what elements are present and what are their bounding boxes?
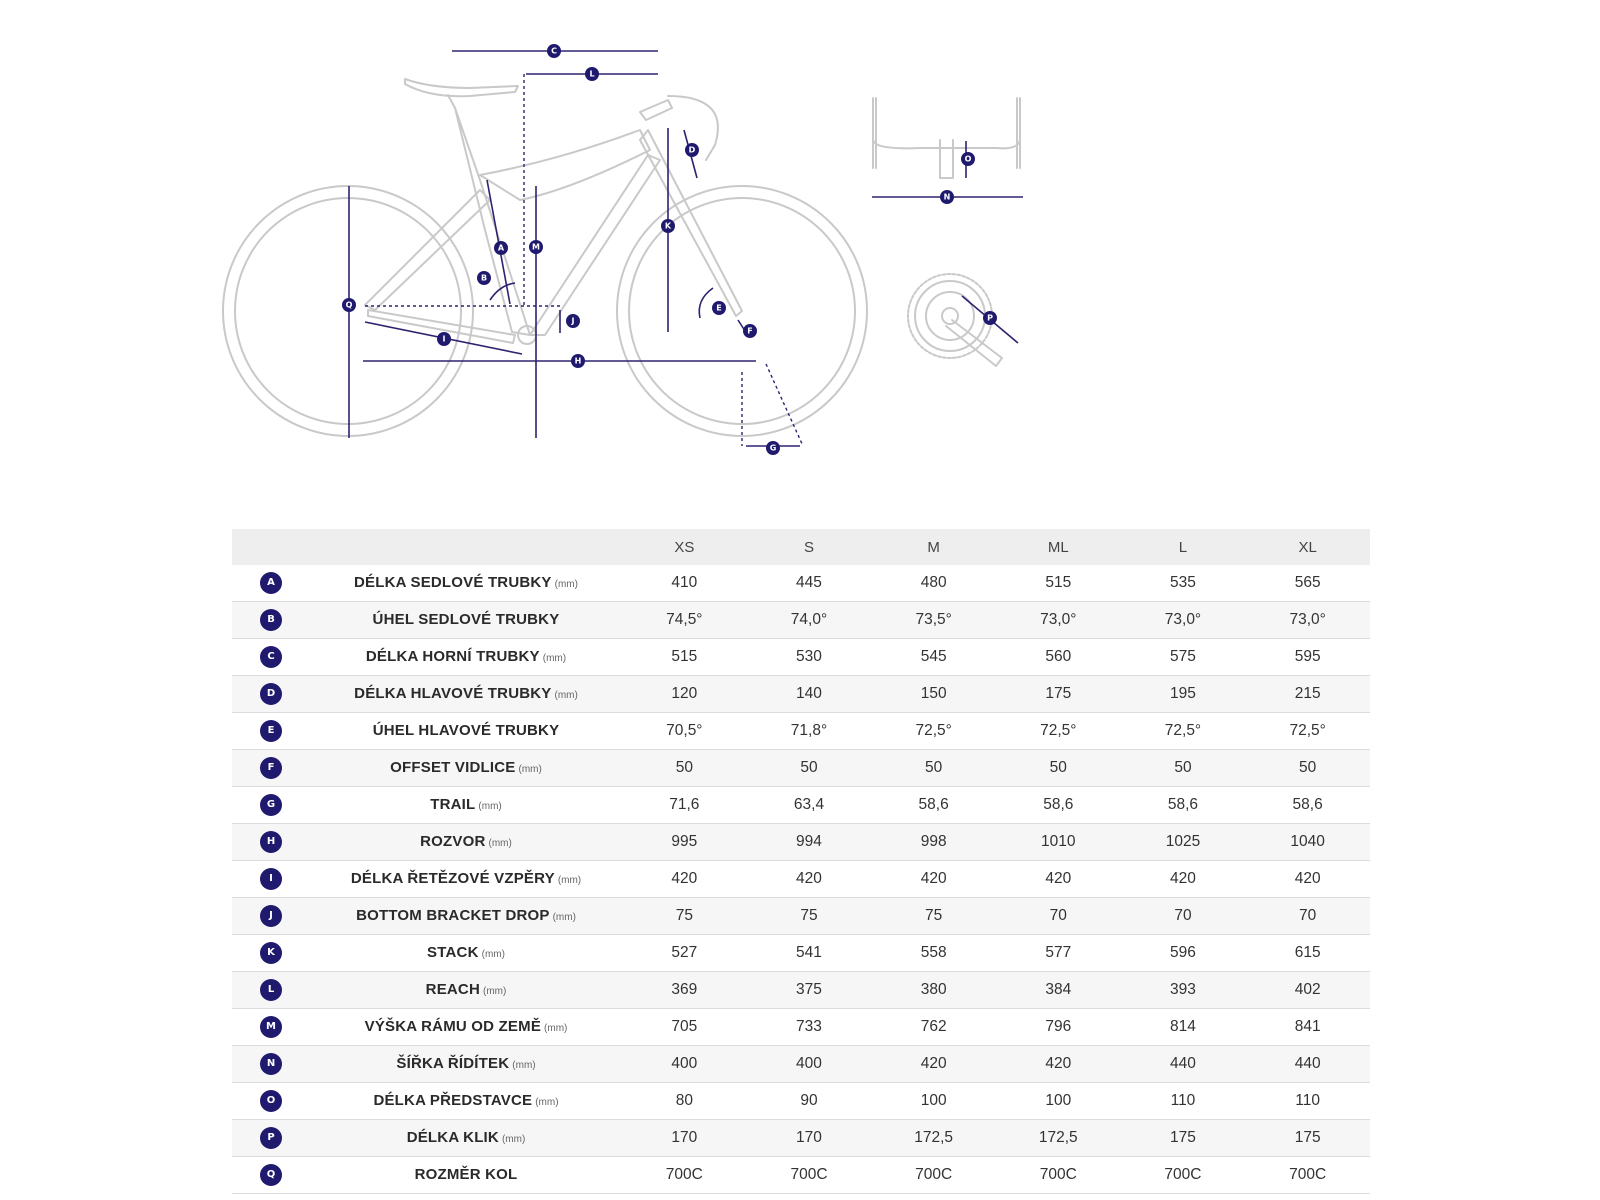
value-cell: 527: [622, 935, 747, 972]
dimension-badge: K: [260, 942, 282, 964]
parameter-name-cell: [310, 1009, 622, 1046]
parameter-unit: (mm): [478, 801, 502, 812]
value-cell: 50: [1245, 750, 1370, 787]
value-cell: 175: [996, 676, 1121, 713]
parameter-name: ROZMĚR KOL: [414, 1166, 518, 1183]
value-cell: 615: [1245, 935, 1370, 972]
svg-text:G: G: [769, 443, 777, 453]
value-cell: 215: [1245, 676, 1370, 713]
parameter-name: ŠÍŘKA ŘÍDÍTEK: [396, 1055, 510, 1072]
value-cell: 72,5°: [996, 713, 1121, 750]
value-cell: 841: [1245, 1009, 1370, 1046]
dimension-badge: C: [260, 646, 282, 668]
value-cell: 58,6: [871, 787, 996, 824]
size-header-l: L: [1121, 529, 1246, 565]
svg-text:M: M: [532, 242, 540, 252]
row-marker-cell: [232, 861, 310, 898]
marker-f: [743, 324, 757, 338]
table-row: [232, 1009, 1370, 1046]
parameter-unit: (mm): [481, 949, 505, 960]
value-cell: 700C: [996, 1157, 1121, 1194]
row-marker-cell: [232, 824, 310, 861]
size-header-xl: XL: [1245, 529, 1370, 565]
value-cell: 400: [747, 1046, 872, 1083]
size-header-ml: ML: [996, 529, 1121, 565]
value-cell: 140: [747, 676, 872, 713]
value-cell: 700C: [747, 1157, 872, 1194]
row-marker-cell: [232, 676, 310, 713]
value-cell: 530: [747, 639, 872, 676]
table-row: [232, 1046, 1370, 1083]
size-header-row: [232, 529, 1370, 565]
parameter-unit: (mm): [483, 986, 507, 997]
value-cell: 440: [1121, 1046, 1246, 1083]
value-cell: 74,0°: [747, 602, 872, 639]
value-cell: 998: [871, 824, 996, 861]
parameter-name: DÉLKA ŘETĚZOVÉ VZPĚRY: [350, 870, 555, 887]
value-cell: 70: [1245, 898, 1370, 935]
value-cell: 420: [1121, 861, 1246, 898]
value-cell: 560: [996, 639, 1121, 676]
value-cell: 541: [747, 935, 872, 972]
parameter-name-cell: [310, 676, 622, 713]
size-header-m: M: [871, 529, 996, 565]
value-cell: 420: [996, 861, 1121, 898]
value-cell: 994: [747, 824, 872, 861]
svg-text:F: F: [747, 326, 753, 336]
value-cell: 375: [747, 972, 872, 1009]
value-cell: 195: [1121, 676, 1246, 713]
dimension-badge: F: [260, 757, 282, 779]
size-header-s: S: [747, 529, 872, 565]
row-marker-cell: [232, 972, 310, 1009]
svg-text:E: E: [716, 303, 722, 313]
parameter-name-cell: [310, 935, 622, 972]
value-cell: 100: [996, 1083, 1121, 1120]
value-cell: 120: [622, 676, 747, 713]
table-row: [232, 972, 1370, 1009]
parameter-name: DÉLKA PŘEDSTAVCE: [373, 1092, 533, 1109]
dimension-badge: H: [260, 831, 282, 853]
value-cell: 420: [871, 1046, 996, 1083]
value-cell: 515: [996, 565, 1121, 602]
marker-b: [477, 271, 491, 285]
value-cell: 700C: [871, 1157, 996, 1194]
row-marker-cell: [232, 1083, 310, 1120]
value-cell: 596: [1121, 935, 1246, 972]
value-cell: 73,0°: [996, 602, 1121, 639]
value-cell: 72,5°: [1121, 713, 1246, 750]
size-header-xs: XS: [622, 529, 747, 565]
value-cell: 50: [1121, 750, 1246, 787]
marker-e: [712, 301, 726, 315]
table-row: [232, 676, 1370, 713]
value-cell: 575: [1121, 639, 1246, 676]
parameter-name-cell: [310, 565, 622, 602]
svg-text:C: C: [551, 46, 557, 56]
marker-c: [547, 44, 561, 58]
value-cell: 565: [1245, 565, 1370, 602]
parameter-name-cell: [310, 861, 622, 898]
dimension-badge: D: [260, 683, 282, 705]
value-cell: 110: [1245, 1083, 1370, 1120]
marker-j: [566, 314, 580, 328]
value-cell: 172,5: [996, 1120, 1121, 1157]
parameter-name-cell: [310, 1157, 622, 1194]
parameter-unit: (mm): [552, 912, 576, 923]
marker-g: [766, 441, 780, 455]
marker-h: [571, 354, 585, 368]
parameter-name-cell: [310, 750, 622, 787]
value-cell: 995: [622, 824, 747, 861]
row-marker-cell: [232, 565, 310, 602]
parameter-unit: (mm): [554, 690, 578, 701]
svg-text:H: H: [574, 356, 582, 366]
value-cell: 796: [996, 1009, 1121, 1046]
value-cell: 150: [871, 676, 996, 713]
value-cell: 733: [747, 1009, 872, 1046]
parameter-unit: (mm): [542, 653, 567, 664]
value-cell: 380: [871, 972, 996, 1009]
value-cell: 814: [1121, 1009, 1246, 1046]
parameter-name-cell: [310, 1120, 622, 1157]
parameter-name-cell: [310, 1083, 622, 1120]
marker-i: [437, 332, 451, 346]
table-row: [232, 1120, 1370, 1157]
svg-text:J: J: [571, 316, 575, 326]
svg-text:O: O: [964, 154, 972, 164]
value-cell: 75: [871, 898, 996, 935]
svg-text:I: I: [442, 334, 446, 344]
value-cell: 1010: [996, 824, 1121, 861]
value-cell: 73,0°: [1245, 602, 1370, 639]
value-cell: 71,6: [622, 787, 747, 824]
value-cell: 170: [747, 1120, 872, 1157]
marker-m: [529, 240, 543, 254]
value-cell: 705: [622, 1009, 747, 1046]
value-cell: 110: [1121, 1083, 1246, 1120]
svg-text:A: A: [497, 243, 505, 253]
value-cell: 700C: [1121, 1157, 1246, 1194]
row-marker-cell: [232, 1009, 310, 1046]
value-cell: 75: [622, 898, 747, 935]
table-row: [232, 750, 1370, 787]
value-cell: 700C: [622, 1157, 747, 1194]
parameter-name: ÚHEL HLAVOVÉ TRUBKY: [372, 722, 560, 739]
parameter-name: DÉLKA KLIK: [406, 1129, 499, 1146]
value-cell: 170: [622, 1120, 747, 1157]
value-cell: 72,5°: [1245, 713, 1370, 750]
value-cell: 70: [996, 898, 1121, 935]
table-row: [232, 713, 1370, 750]
dimension-badge: N: [260, 1053, 282, 1075]
value-cell: 50: [747, 750, 872, 787]
parameter-name: DÉLKA SEDLOVÉ TRUBKY: [354, 574, 552, 591]
parameter-unit: (mm): [544, 1023, 568, 1034]
value-cell: 63,4: [747, 787, 872, 824]
parameter-name-cell: [310, 1046, 622, 1083]
dimension-markers: [342, 44, 997, 455]
table-row: [232, 602, 1370, 639]
dimension-badge: O: [260, 1090, 282, 1112]
table-row: [232, 1083, 1370, 1120]
value-cell: 71,8°: [747, 713, 872, 750]
dimension-badge: E: [260, 720, 282, 742]
marker-p: [983, 311, 997, 325]
value-cell: 50: [622, 750, 747, 787]
svg-text:K: K: [664, 221, 672, 231]
parameter-name-cell: [310, 824, 622, 861]
geometry-rows: [232, 565, 1370, 1194]
row-marker-cell: [232, 787, 310, 824]
dimension-badge: I: [260, 868, 282, 890]
parameter-name: STACK: [427, 944, 479, 961]
marker-n: [940, 190, 954, 204]
value-cell: 73,5°: [871, 602, 996, 639]
parameter-unit: (mm): [518, 764, 542, 775]
value-cell: 70: [1121, 898, 1246, 935]
svg-text:L: L: [589, 69, 595, 79]
parameter-name: DÉLKA HLAVOVÉ TRUBKY: [354, 685, 552, 702]
value-cell: 402: [1245, 972, 1370, 1009]
header-letter-cell: [232, 529, 310, 565]
value-cell: 50: [996, 750, 1121, 787]
parameter-name-cell: [310, 898, 622, 935]
value-cell: 74,5°: [622, 602, 747, 639]
parameter-name-cell: [310, 639, 622, 676]
value-cell: 700C: [1245, 1157, 1370, 1194]
dimension-badge: L: [260, 979, 282, 1001]
svg-text:N: N: [943, 192, 951, 202]
parameter-unit: (mm): [501, 1134, 526, 1145]
row-marker-cell: [232, 1157, 310, 1194]
parameter-unit: (mm): [512, 1060, 536, 1071]
value-cell: 420: [1245, 861, 1370, 898]
marker-k: [661, 219, 675, 233]
parameter-name: ROZVOR: [420, 833, 486, 850]
row-marker-cell: [232, 713, 310, 750]
value-cell: 577: [996, 935, 1121, 972]
marker-a: [494, 241, 508, 255]
row-marker-cell: [232, 935, 310, 972]
value-cell: 420: [996, 1046, 1121, 1083]
parameter-name-cell: [310, 602, 622, 639]
measurement-lines: [349, 51, 1023, 446]
marker-l: [585, 67, 599, 81]
parameter-name: OFFSET VIDLICE: [390, 759, 516, 776]
value-cell: 595: [1245, 639, 1370, 676]
dimension-badge: J: [260, 905, 282, 927]
value-cell: 384: [996, 972, 1121, 1009]
table-row: [232, 935, 1370, 972]
value-cell: 369: [622, 972, 747, 1009]
value-cell: 535: [1121, 565, 1246, 602]
parameter-unit: (mm): [488, 838, 512, 849]
value-cell: 400: [622, 1046, 747, 1083]
value-cell: 1025: [1121, 824, 1246, 861]
value-cell: 420: [622, 861, 747, 898]
parameter-name: ÚHEL SEDLOVÉ TRUBKY: [372, 611, 560, 628]
value-cell: 58,6: [1121, 787, 1246, 824]
table-row: [232, 787, 1370, 824]
parameter-name: REACH: [425, 981, 480, 998]
value-cell: 70,5°: [622, 713, 747, 750]
svg-text:Q: Q: [345, 300, 353, 310]
geometry-table: [232, 529, 1370, 1194]
parameter-name: DÉLKA HORNÍ TRUBKY: [365, 648, 540, 665]
value-cell: 393: [1121, 972, 1246, 1009]
value-cell: 80: [622, 1083, 747, 1120]
table-row: [232, 861, 1370, 898]
value-cell: 172,5: [871, 1120, 996, 1157]
row-marker-cell: [232, 639, 310, 676]
parameter-unit: (mm): [554, 579, 578, 590]
value-cell: 440: [1245, 1046, 1370, 1083]
row-marker-cell: [232, 1120, 310, 1157]
dimension-badge: M: [260, 1016, 282, 1038]
value-cell: 100: [871, 1083, 996, 1120]
dimension-badge: B: [260, 609, 282, 631]
marker-d: [685, 143, 699, 157]
value-cell: 73,0°: [1121, 602, 1246, 639]
value-cell: 545: [871, 639, 996, 676]
parameter-name: VÝŠKA RÁMU OD ZEMĚ: [364, 1018, 542, 1035]
value-cell: 420: [871, 861, 996, 898]
svg-text:D: D: [688, 145, 696, 155]
svg-text:P: P: [987, 313, 993, 323]
value-cell: 762: [871, 1009, 996, 1046]
dimension-badge: G: [260, 794, 282, 816]
row-marker-cell: [232, 750, 310, 787]
value-cell: 175: [1245, 1120, 1370, 1157]
value-cell: 558: [871, 935, 996, 972]
value-cell: 445: [747, 565, 872, 602]
parameter-name-cell: [310, 713, 622, 750]
value-cell: 72,5°: [871, 713, 996, 750]
value-cell: 410: [622, 565, 747, 602]
value-cell: 420: [747, 861, 872, 898]
parameter-name-cell: [310, 787, 622, 824]
value-cell: 58,6: [1245, 787, 1370, 824]
marker-o: [961, 152, 975, 166]
value-cell: 50: [871, 750, 996, 787]
marker-q: [342, 298, 356, 312]
value-cell: 90: [747, 1083, 872, 1120]
parameter-name: TRAIL: [430, 796, 476, 813]
value-cell: 175: [1121, 1120, 1246, 1157]
value-cell: 75: [747, 898, 872, 935]
table-row: [232, 824, 1370, 861]
parameter-name-cell: [310, 972, 622, 1009]
dimension-badge: Q: [260, 1164, 282, 1186]
value-cell: 515: [622, 639, 747, 676]
value-cell: 480: [871, 565, 996, 602]
svg-text:B: B: [480, 273, 488, 283]
value-cell: 1040: [1245, 824, 1370, 861]
parameter-unit: (mm): [535, 1097, 559, 1108]
header-name-cell: [310, 529, 622, 565]
table-row: [232, 898, 1370, 935]
bike-geometry-diagram: [0, 0, 1600, 470]
table-row: [232, 565, 1370, 602]
row-marker-cell: [232, 1046, 310, 1083]
row-marker-cell: [232, 602, 310, 639]
row-marker-cell: [232, 898, 310, 935]
dimension-badge: P: [260, 1127, 282, 1149]
table-row: [232, 639, 1370, 676]
table-row: [232, 1157, 1370, 1194]
value-cell: 58,6: [996, 787, 1121, 824]
bike-frame-illustration: [223, 79, 1020, 436]
parameter-unit: (mm): [557, 875, 582, 886]
parameter-name: BOTTOM BRACKET DROP: [356, 907, 550, 924]
dimension-badge: A: [260, 572, 282, 594]
